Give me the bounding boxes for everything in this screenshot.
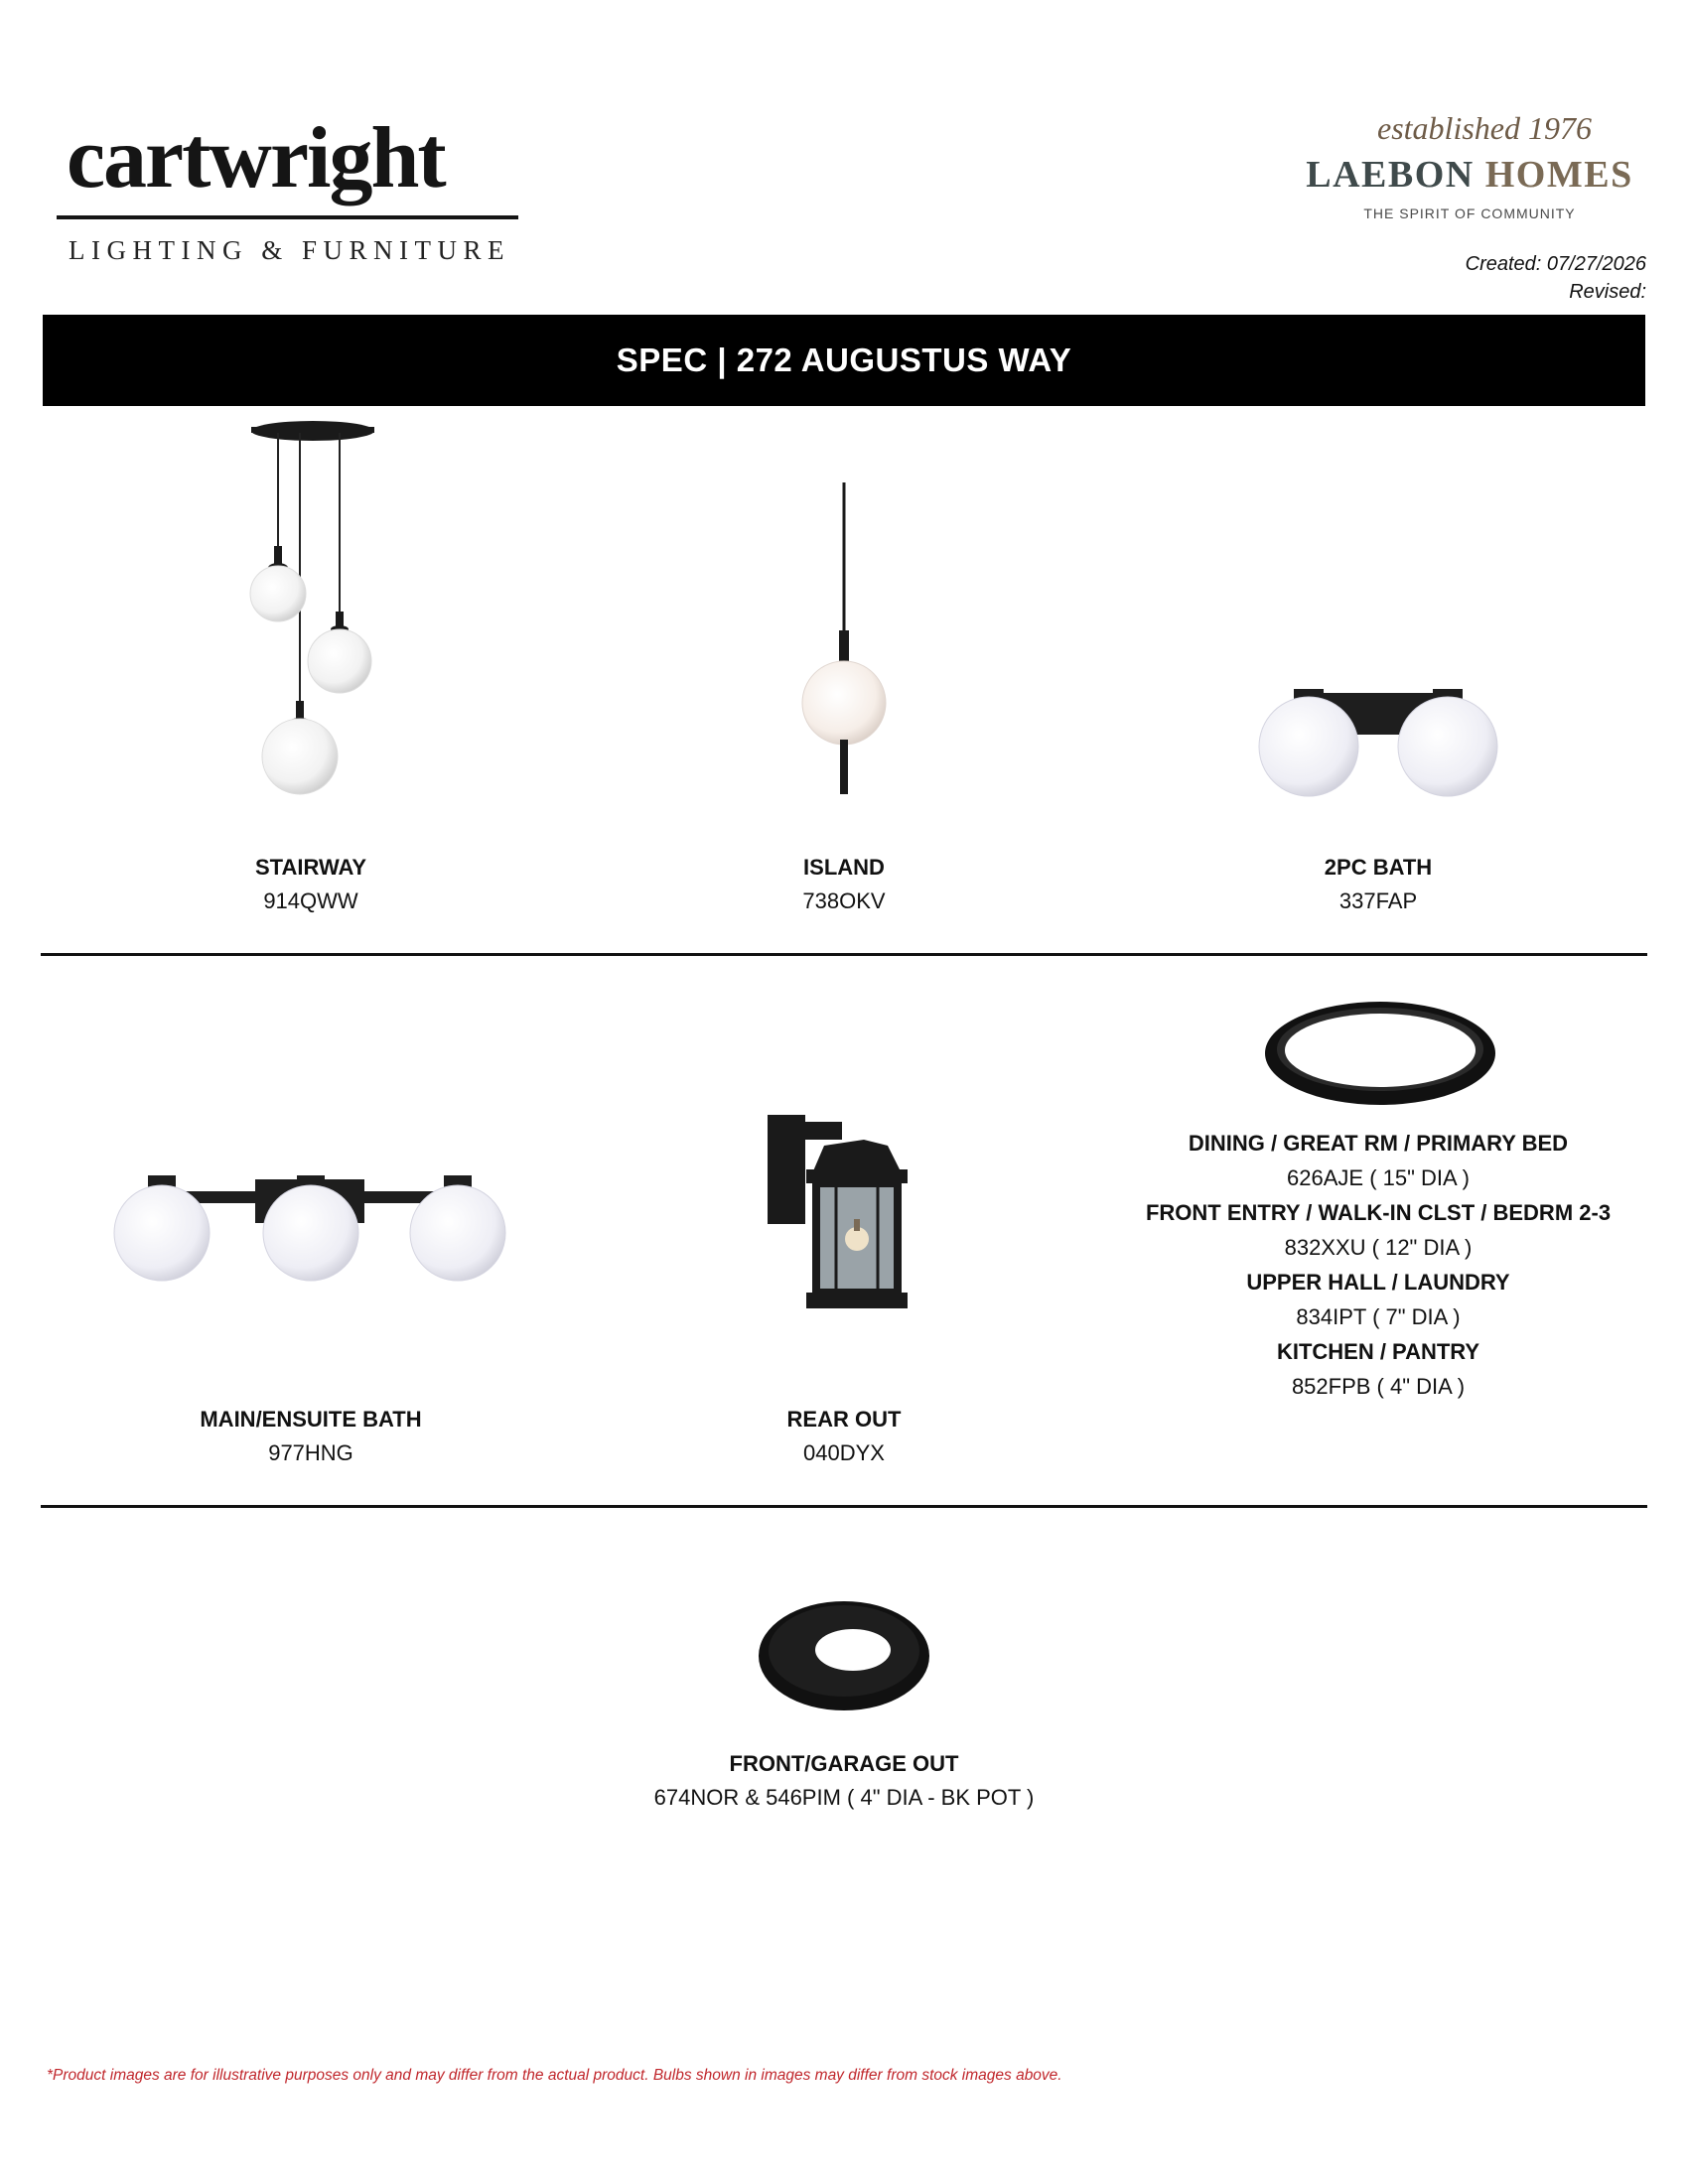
fixture-island [586,851,1102,918]
fixture-code: 977HNG [268,1440,353,1465]
fixture-code: 040DYX [803,1440,885,1465]
fixture-name: UPPER HALL / LAUNDRY [1246,1270,1510,1295]
flush-mount-disc-image [1263,998,1497,1107]
fixture-name: ISLAND [803,855,885,880]
fixture-front-garage-out [586,1747,1102,1815]
disclaimer-note: *Product images are for illustrative purposes only and may differ from the actual product. Bulbs shown in images may differ from stock images above. [47,2067,1062,2084]
fixture-code: 626AJE ( 15" DIA ) [1287,1165,1470,1190]
fixture-code: 914QWW [263,888,358,913]
section-divider [41,1505,1647,1508]
island-pendant-image [794,477,894,804]
fixture-main-ensuite-bath [53,1403,569,1470]
laebon-established: established 1976 [1377,110,1592,146]
fixture-code: 834IPT ( 7" DIA ) [1296,1304,1461,1329]
main-bath-vanity-image [111,1171,508,1281]
stairway-pendant-image [238,417,387,844]
document-dates [1466,250,1646,306]
fixture-rear-out [586,1403,1102,1470]
fixture-name: FRONT/GARAGE OUT [729,1751,959,1776]
cartwright-logo [55,111,521,270]
cartwright-logo-subtitle: LIGHTING & FURNITURE [69,235,510,265]
created-date: Created: 07/27/2026 [1465,253,1646,275]
laebon-name-part2: HOMES [1484,154,1633,196]
fixture-name: DINING / GREAT RM / PRIMARY BED [1188,1131,1569,1156]
fixture-code: 852FPB ( 4" DIA ) [1291,1374,1466,1399]
cartwright-logo-rule [57,215,518,219]
fixture-name: REAR OUT [786,1407,902,1432]
fixture-name: FRONT ENTRY / WALK-IN CLST / BEDRM 2-3 [1145,1200,1612,1225]
fixture-name: MAIN/ENSUITE BATH [200,1407,422,1432]
fixture-code: 738OKV [802,888,886,913]
page-title: SPEC | 272 AUGUSTUS WAY [616,341,1072,378]
title-bar [43,315,1645,406]
rear-out-lantern-image [765,1112,923,1320]
fixture-name: KITCHEN / PANTRY [1276,1339,1480,1364]
revised-date: Revised: [1569,281,1646,303]
laebon-tagline: THE SPIRIT OF COMMUNITY [1363,205,1576,221]
fixture-2pc-bath [1120,851,1636,918]
fixture-code: 337FAP [1338,888,1418,913]
laebon-homes-logo [1291,109,1648,228]
fixture-flush-mount-list [1100,1126,1656,1404]
fixture-code: 832XXU ( 12" DIA ) [1284,1235,1473,1260]
section-divider [41,953,1647,956]
laebon-name [1291,153,1648,197]
bath-2pc-vanity-image [1246,685,1514,794]
fixture-stairway [53,851,569,918]
fixture-name: STAIRWAY [254,855,367,880]
fixture-name: 2PC BATH [1324,855,1433,880]
cartwright-logo-wordmark: cartwright [67,110,445,206]
front-garage-pot-light-image [758,1596,930,1711]
laebon-name-part1: LAEBON [1306,154,1475,196]
fixture-code: 674NOR & 546PIM ( 4" DIA - BK POT ) [653,1785,1035,1810]
